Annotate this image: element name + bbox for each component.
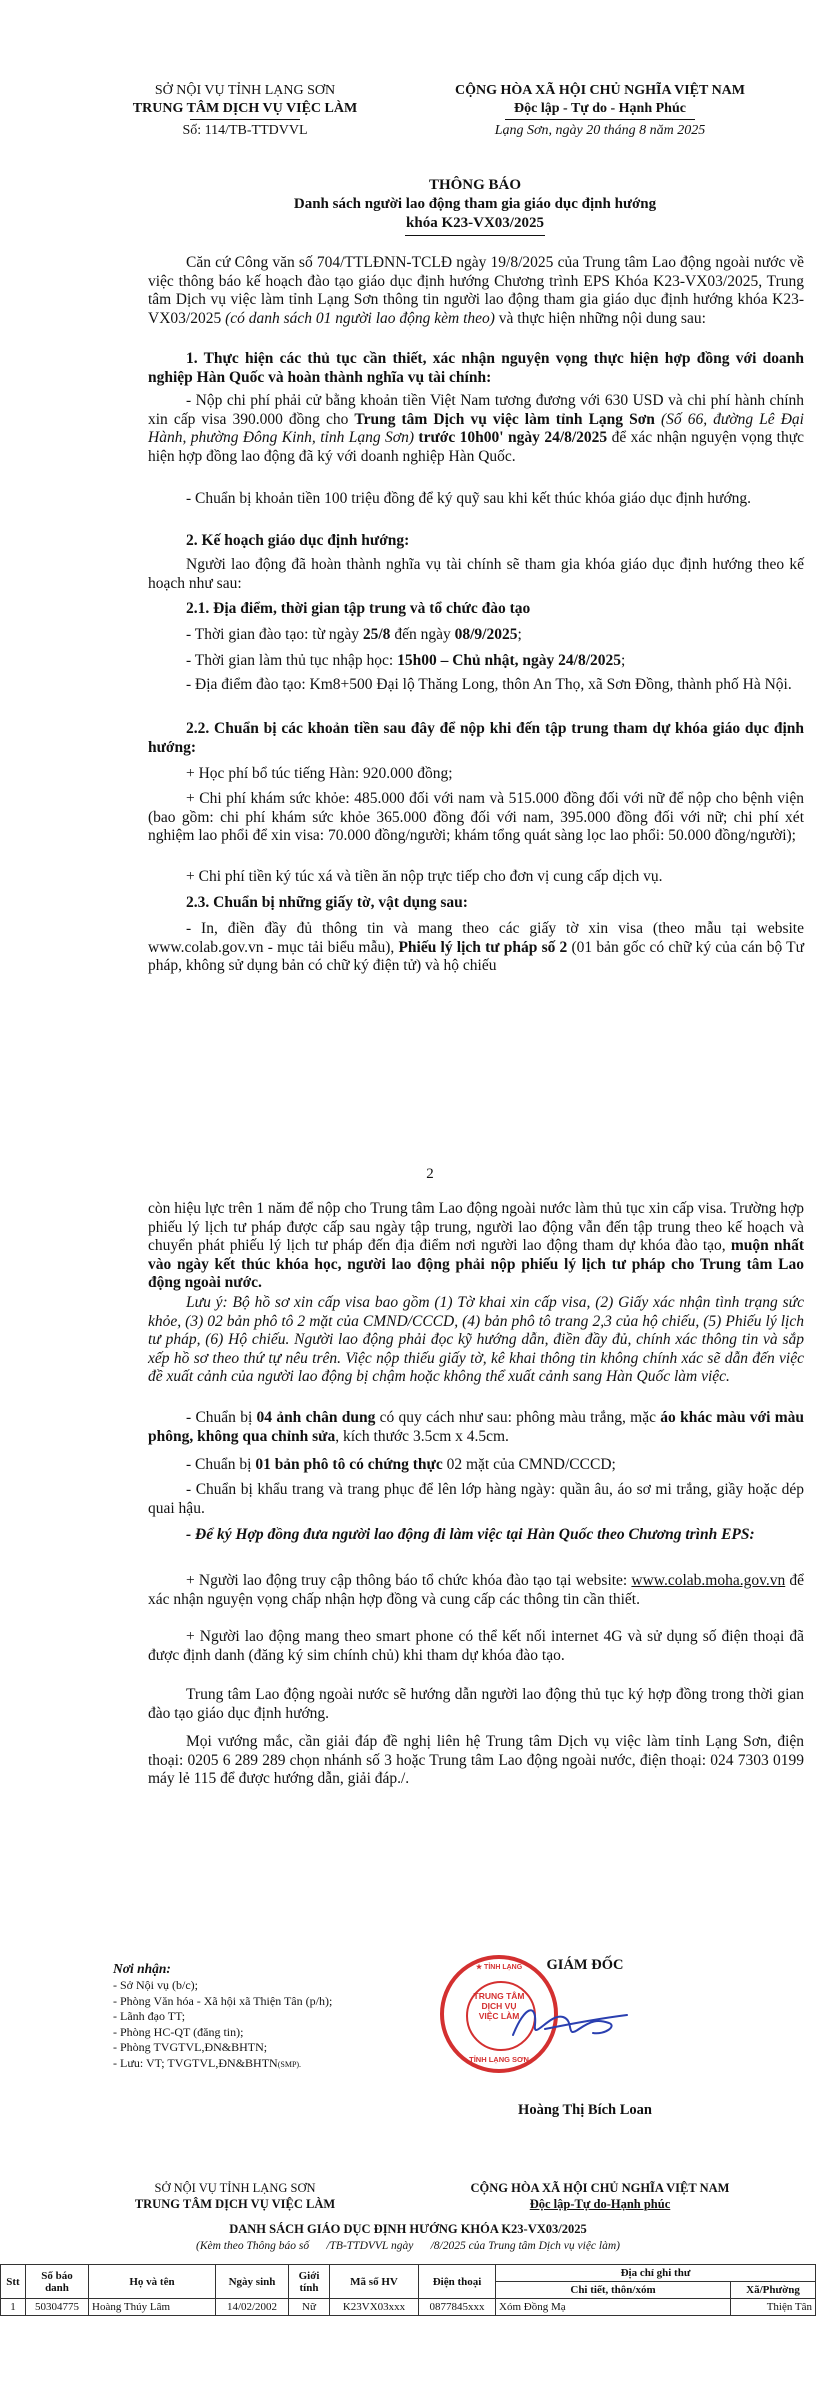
cell-phone: 0877845xxx <box>419 2299 496 2316</box>
photo-prefix: - Chuẩn bị <box>186 1409 257 1426</box>
motto-underline <box>505 119 695 120</box>
col-address: Địa chỉ ghi thư <box>496 2265 816 2282</box>
col-stt: Stt <box>1 2265 26 2299</box>
period-label: - Thời gian đào tạo: từ ngày <box>186 626 363 643</box>
recipient-2: - Phòng Văn hóa - Xã hội xã Thiện Tân (p/h); <box>113 1993 333 2008</box>
photo-color: áo khác màu với màu phông, không qua chỉnh sửa <box>148 1409 804 1445</box>
passport-deadline: muộn nhất vào ngày kết thúc khóa học, người lao động phải nộp phiếu lý lịch tư pháp cho Trung tâm Lao động ngoài nước. <box>148 1237 804 1292</box>
enrollment-value: 15h00 – Chủ nhật, ngày 24/8/2025 <box>397 652 622 669</box>
handwritten-signature <box>505 1995 635 2055</box>
participant-table <box>0 2264 816 2316</box>
cell-birth-date: 14/02/2002 <box>216 2299 289 2316</box>
photo-size: , kích thước 3.5cm x 4.5cm. <box>335 1427 509 1445</box>
seal-bottom-text: TỈNH LẠNG SƠN <box>469 2055 529 2064</box>
period-punct: ; <box>517 626 522 643</box>
section-2-intro: Người lao động đã hoàn thành nghĩa vụ tài chính sẽ tham gia khóa giáo dục định hướng theo kế hoạch như sau: <box>148 556 804 592</box>
recipient-5: - Phòng TVGTVL,ĐN&BHTN; <box>113 2040 268 2054</box>
smartphone-requirement: + Người lao động mang theo smart phone có thể kết nối internet 4G và sử dụng số điện thoại đã được định danh (đăng ký sim chính chủ) khi tham dự khóa đào tạo. <box>148 1628 804 1664</box>
payment-text: - Nộp chi phí phải cử bằng khoản tiền Việt Nam tương đương với 630 USD và chi phí hành chính xin cấp visa 390.000 đồng cho <box>148 392 804 428</box>
fee-dormitory: + Chi phí tiền ký túc xá và tiền ăn nộp trực tiếp cho đơn vị cung cấp dịch vụ. <box>186 868 663 885</box>
page-number: 2 <box>426 1166 434 1182</box>
photo-spec: có quy cách như sau: phông màu trắng, mặc <box>375 1409 661 1426</box>
mask-clothing: - Chuẩn bị khẩu trang và trang phục để lên lớp hàng ngày: quần âu, áo sơ mi trắng, giầy hoặc dép quai hậu. <box>148 1481 804 1517</box>
seal-line-2: DỊCH VỤ <box>481 2001 517 2011</box>
recipients-block <box>113 1960 433 2072</box>
section-1-payment <box>148 392 804 466</box>
national-name: CỘNG HÒA XÃ HỘI CHỦ NGHĨA VIỆT NAM <box>454 83 745 98</box>
photo-requirement <box>148 1409 804 1446</box>
cell-full-name: Hoàng Thúy Lâm <box>89 2299 216 2316</box>
annex-issuer <box>90 2180 380 2212</box>
annex-subtitle: (Kèm theo Thông báo số /TB-TTDVVL ngày /8/2025 của Trung tâm Dịch vụ việc làm) <box>196 2240 620 2252</box>
section-21-title: 2.1. Địa điểm, thời gian tập trung và tổ chức đào tạo <box>186 600 531 617</box>
visa-text-end: (01 bản gốc có chữ ký của cán bộ Tư pháp, không sử dụng bản có chữ ký điện tử) và hộ chiếu <box>148 938 804 975</box>
annex-title: DANH SÁCH GIÁO DỤC ĐỊNH HƯỚNG KHÓA K23-VX03/2025 <box>229 2222 587 2236</box>
seal-line-1: TRUNG TÂM <box>473 1991 525 2001</box>
title-underline <box>405 235 545 236</box>
col-candidate-number: Số báo danh <box>26 2265 89 2299</box>
website-access <box>148 1572 804 1609</box>
fee-health-check: + Chi phí khám sức khỏe: 485.000 đối với nam và 515.000 đồng đối với nữ để nộp cho bệnh viện (bao gồm: chi phí khám sức khỏe 365.000 đồng đối với nam, 395.000 đồng đối với nữ; chi phí xét nghiệm lao phổi để xin visa: 70.000 đồng/người; khám tổng quát sàng lọc lao phổi: 50.000 đồng/người); <box>148 790 804 845</box>
title-line2: khóa K23-VX03/2025 <box>406 215 544 231</box>
cell-address-detail: Xóm Đồng Mạ <box>496 2299 731 2316</box>
annex-national-motto: Độc lập-Tự do-Hạnh phúc <box>529 2197 671 2211</box>
enrollment-label: - Thời gian làm thủ tục nhập học: <box>186 652 398 669</box>
copy-certified: 01 bản phô tô có chứng thực <box>255 1456 443 1473</box>
payment-deadline: trước 10h00' ngày 24/8/2025 <box>414 429 608 447</box>
national-motto-block <box>400 82 800 140</box>
contact-info: Mọi vướng mắc, cần giải đáp đề nghị liên hệ Trung tâm Dịch vụ việc làm tỉnh Lạng Sơn, điện thoại: 0205 6 289 289 chọn nhánh số 3 hoặc Trung tâm Lao động ngoài nước, điện thoại: 024 7303 0199 máy lẻ 115 để được hướng dẫn, giải đáp./. <box>148 1733 804 1788</box>
cell-gender: Nữ <box>289 2299 330 2316</box>
section-22-title: 2.2. Chuẩn bị các khoản tiền sau đây để nộp khi đến tập trung tham dự khóa giáo dục định hướng: <box>148 720 804 756</box>
annex-national-name: CỘNG HÒA XÃ HỘI CHỦ NGHĨA VIỆT NAM <box>470 2181 730 2195</box>
website-suffix: để xác nhận nguyện vọng chấp nhận hợp đồng và cung cấp các thông tin cần thiết. <box>148 1572 804 1608</box>
period-start: 25/8 <box>362 626 391 643</box>
enrollment-time <box>148 652 804 671</box>
annex-issuer-parent: SỞ NỘI VỤ TỈNH LẠNG SƠN <box>154 2181 316 2195</box>
payment-purpose: để xác nhận nguyện vọng thực hiện hợp đồng lao động đã ký với doanh nghiệp Hàn Quốc. <box>148 429 804 465</box>
national-motto: Độc lập - Tự do - Hạnh Phúc <box>514 101 686 116</box>
intro-italic: (có danh sách 01 người lao động kèm theo) <box>225 309 495 327</box>
recipient-1: - Sở Nội vụ (b/c); <box>113 1978 199 1992</box>
fee-korean: + Học phí bổ túc tiếng Hàn: 920.000 đồng; <box>186 765 453 782</box>
recipient-4: - Phòng HC-QT (đăng tin); <box>113 2024 244 2039</box>
col-address-detail: Chi tiết, thôn/xóm <box>496 2282 731 2299</box>
copy-suffix: 02 mặt của CMND/CCCD; <box>442 1456 616 1473</box>
cell-student-code: K23VX03xxx <box>330 2299 419 2316</box>
annex-issuer-name: TRUNG TÂM DỊCH VỤ VIỆC LÀM <box>134 2197 336 2211</box>
visa-note: Lưu ý: Bộ hồ sơ xin cấp visa bao gồm (1) Tờ khai xin cấp visa, (2) Giấy xác nhận tình trạng sức khỏe, (3) 02 bản phô tô 2 mặt của CMND/CCCD, (4) bản phô tô trang 2,3 của hộ chiếu, (5) Phiếu lý lịch tư pháp, (6) Hộ chiếu. Người lao động phải đọc kỹ hướng dẫn, điền đầy đủ, chính xác thông tin và sắp xếp hồ sơ theo thứ tự nêu trên. Việc nộp thiếu giấy tờ, kê khai thông tin không chính xác sẽ dẫn đến việc đề xuất cảnh của người lao động bị chậm hoặc không thể xuất cảnh sang Hàn Quốc làm việc. <box>148 1294 804 1386</box>
recipient-6-suffix: (SMP). <box>277 2059 302 2069</box>
document-number: Số: 114/TB-TTDVVL <box>182 123 308 138</box>
cell-stt: 1 <box>1 2299 26 2316</box>
document-title <box>140 176 810 238</box>
col-phone: Điện thoại <box>419 2265 496 2299</box>
col-gender: Giới tính <box>289 2265 330 2299</box>
criminal-record: Phiếu lý lịch tư pháp số 2 <box>398 938 568 956</box>
issuer-parent: SỞ NỘI VỤ TỈNH LẠNG SƠN <box>154 83 336 98</box>
cell-address-commune: Thiện Tân <box>731 2299 816 2316</box>
annex-motto <box>420 2180 780 2212</box>
col-address-commune: Xã/Phường <box>731 2282 816 2299</box>
passport-text: còn hiệu lực trên 1 năm để nộp cho Trung tâm Lao động ngoài nước làm thủ tục xin cấp visa. Trường hợp phiếu lý lịch tư pháp được cấp sau ngày tập trung, người lao động vẫn đến tập trung theo kế hoạch và chuyển phát phiếu lý lịch tư pháp đến địa điểm nơi người lao động tham dự khóa đào tạo, <box>148 1200 804 1255</box>
website-link[interactable]: www.colab.moha.gov.vn <box>631 1572 786 1589</box>
intro-end: và thực hiện những nội dung sau: <box>494 309 706 327</box>
recipient-6 <box>113 2056 433 2073</box>
col-birth-date: Ngày sinh <box>216 2265 289 2299</box>
title-line1: Danh sách người lao động tham gia giáo dục định hướng <box>293 196 657 212</box>
table-header-row <box>1 2265 816 2282</box>
place-date: Lạng Sơn, ngày 20 tháng 8 năm 2025 <box>494 123 706 138</box>
cell-candidate-number: 50304775 <box>26 2299 89 2316</box>
section-1-title: 1. Thực hiện các thủ tục cần thiết, xác nhận nguyện vọng thực hiện hợp đồng với doanh nghiệp Hàn Quốc và hoàn thành nghĩa vụ tài chính: <box>148 350 804 386</box>
section-2-title: 2. Kế hoạch giáo dục định hướng: <box>186 532 410 549</box>
training-period <box>148 626 804 645</box>
photo-count: 04 ảnh chân dung <box>256 1409 376 1426</box>
id-copy <box>148 1456 804 1475</box>
title-main: THÔNG BÁO <box>428 177 522 193</box>
seal-top-text: ★ TỈNH LẠNG <box>475 1964 523 1971</box>
intro-text: Căn cứ Công văn số 704/TTLĐNN-TCLĐ ngày 19/8/2025 của Trung tâm Lao động ngoài nước về việc thông báo kế hoạch đào tạo giáo dục định hướng Chương trình EPS Khóa K23-VX03/2025, Trung tâm Dịch vụ việc làm tỉnh Lạng Sơn thông tin người lao động tham gia giáo dục định hướng khóa K23-VX03/2025 <box>148 254 804 327</box>
passport-paragraph <box>148 1200 804 1293</box>
payment-address: (Số 66, đường Lê Đại Hành, phường Đông Kinh, tỉnh Lạng Sơn) <box>148 410 804 447</box>
seal-line-3: VIỆC LÀM <box>478 2011 520 2021</box>
enrollment-punct: ; <box>621 652 626 669</box>
visa-documents <box>148 920 804 976</box>
contract-guidance: Trung tâm Lao động ngoài nước sẽ hướng dẫn người lao động thủ tục ký hợp đồng trong thời gian đào tạo giáo dục định hướng. <box>148 1686 804 1722</box>
training-location: - Địa điểm đào tạo: Km8+500 Đại lộ Thăng Long, thôn An Thọ, xã Sơn Đồng, thành phố Hà Nội. <box>186 676 792 693</box>
table-row <box>1 2299 816 2316</box>
signer-role: GIÁM ĐỐC <box>546 1957 624 1973</box>
section-23-title: 2.3. Chuẩn bị những giấy tờ, vật dụng sau: <box>186 894 468 911</box>
period-mid: đến ngày <box>390 626 455 643</box>
section-1-deposit: - Chuẩn bị khoản tiền 100 triệu đồng để ký quỹ sau khi kết thúc khóa giáo dục định hướng. <box>186 490 752 507</box>
eps-contract: - Để ký Hợp đồng đưa người lao động đi làm việc tại Hàn Quốc theo Chương trình EPS: <box>186 1526 755 1543</box>
website-prefix: + Người lao động truy cập thông báo tổ chức khóa đào tạo tại website: <box>186 1572 632 1589</box>
copy-prefix: - Chuẩn bị <box>186 1456 256 1473</box>
issuer-block <box>95 82 395 140</box>
issuer-underline <box>190 119 300 120</box>
col-full-name: Họ và tên <box>89 2265 216 2299</box>
visa-text: - In, điền đầy đủ thông tin và mang theo các giấy tờ xin visa (theo mẫu tại website www.colab.gov.vn - mục tải biểu mẫu), <box>148 920 804 956</box>
signer-name: Hoàng Thị Bích Loan <box>518 2102 652 2118</box>
issuer-name: TRUNG TÂM DỊCH VỤ VIỆC LÀM <box>132 101 358 116</box>
intro-paragraph <box>148 254 804 328</box>
payment-center: Trung tâm Dịch vụ việc làm tỉnh Lạng Sơn <box>354 410 655 428</box>
recipients-title: Nơi nhận: <box>113 1961 171 1976</box>
recipient-3: - Lãnh đạo TT; <box>113 2009 186 2023</box>
recipient-6-text: - Lưu: VT; TVGTVL,ĐN&BHTN <box>113 2055 278 2070</box>
period-end: 08/9/2025 <box>454 626 518 643</box>
col-student-code: Mã số HV <box>330 2265 419 2299</box>
